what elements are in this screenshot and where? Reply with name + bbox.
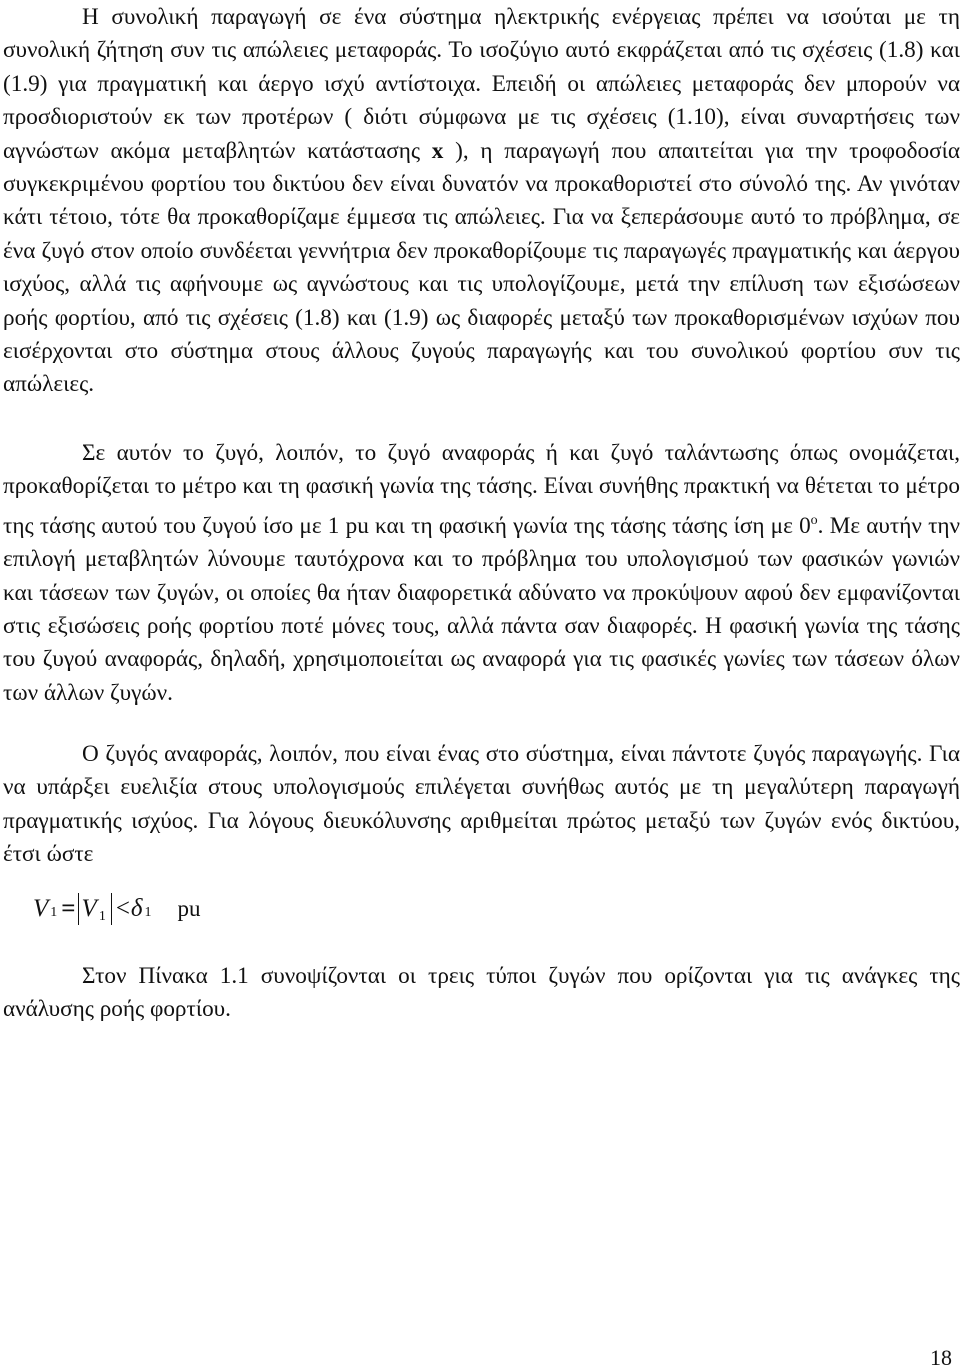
paragraph-text: ), η παραγωγή που απαιτείται για την τροφοδοσία συγκεκριμένου φορτίου του δικτύου δεν είναι δυνατόν να προκαθοριστεί στο σύνολό της. Αν γινόταν κάτι τέτοιο, τότε θα προκαθορίζαμε έμμεσα τις απώλειες. Για να ξεπεράσουμε αυτό το πρόβλημα, σε ένα ζυγό στον οποίο συνδέεται γεννήτρια δεν προκαθορίζουμε τις παραγωγές πραγματικής και άεργου ισχύος, αλλά τις αφήνουμε ως αγνώστους και τις υπολογίζουμε, μετά την επίλυση των εξισώσεων ροής φορτίου, από τις σχέσεις (1.8) και (1.9) ως διαφορές μεταξύ των προκαθορισμένων ισχύων που εισέρχονται στο σύστημα στους άλλους ζυγούς παραγωγής και του συνολικού φορτίου συν τις απώλειες. [3,137,960,398]
paragraph-3 [3,738,960,872]
degree-superscript: ο [810,512,818,528]
equation-unit: pu [177,896,201,921]
equation-lhs-variable: V [33,895,49,922]
equation-equals: = [61,895,76,922]
equation-delta-subscript: 1 [144,905,152,920]
paragraph-2 [3,437,960,710]
document-page [3,0,960,1369]
paragraph-4 [3,960,960,1027]
paragraph-text: Σε αυτόν το ζυγό, λοιπόν, το ζυγό αναφοράς ή και ζυγό ταλάντωσης όπως ονομάζεται, προκαθορίζεται το μέτρο και τη φασική γωνία της τάσης. Είναι συνήθης πρακτική να θέτεται το μέτρο της τάσης αυτού του ζυγού ίσο με 1 pu και τη φασική γωνία της τάσης τάσης ίση με 0 [3,440,960,539]
paragraph-text: Ο ζυγός αναφοράς, λοιπόν, που είναι ένας στο σύστημα, είναι πάντοτε ζυγός παραγωγής. Για να υπάρξει ευελιξία στους υπολογισμούς επιλέγεται συνήθως αυτός με τη μεγαλύτερη παραγωγή πραγματικής ισχύος. Για λόγους διευκόλυνσης αριθμείται πρώτος μεταξύ των ζυγών ενός δικτύου, έτσι ώστε [3,741,960,868]
equation-delta-variable: δ [130,895,143,922]
equation-abs-variable: V [81,895,97,922]
paragraph-text: . Με αυτήν την επιλογή μεταβλητών λύνουμε ταυτόχρονα και το πρόβλημα του υπολογισμού των φασικών γωνιών και τάσεων των ζυγών, οι οποίες θα ήταν διαφορετικά αδύνατο να προκύψουν αφού δεν εμφανίζονται στις εξισώσεις ροής φορτίου ποτέ μόνες τους, αλλά πάντα σαν διαφορές. Η φασική γωνία της τάσης του ζυγού αναφοράς, δηλαδή, χρησιμοποιείται ως αναφορά για τις φασικές γωνίες των τάσεων όλων των άλλων ζυγών. [3,512,960,706]
paragraph-text: Στον Πίνακα 1.1 συνοψίζονται οι τρεις τύποι ζυγών που ορίζονται για τις ανάγκες της ανάλυσης ροής φορτίου. [3,963,960,1023]
equation-lhs-subscript: 1 [50,905,58,920]
equation-abs-subscript: 1 [98,909,106,924]
equation-angle-symbol: < [115,895,130,922]
page-number: 18 [930,1345,952,1370]
equation-magnitude [78,893,112,925]
state-vector-symbol: x [431,137,444,164]
paragraph-text: Η συνολική παραγωγή σε ένα σύστημα ηλεκτρικής ενέργειας πρέπει να ισούται με τη συνολική ζήτηση συν τις απώλειες μεταφοράς. Το ισοζύγιο αυτό εκφράζεται από τις σχέσεις (1.8) και (1.9) για πραγματική και άεργο ισχύ αντίστοιχα. Επειδή οι απώλειες μεταφοράς δεν μπορούν να προσδιοριστούν εκ των προτέρων ( διότι σύμφωνα με τις σχέσεις (1.10), είναι συναρτήσεις των αγνώστων ακόμα μεταβλητών κατάστασης [3,4,960,164]
paragraph-1 [3,1,960,402]
reference-bus-equation [33,893,201,933]
